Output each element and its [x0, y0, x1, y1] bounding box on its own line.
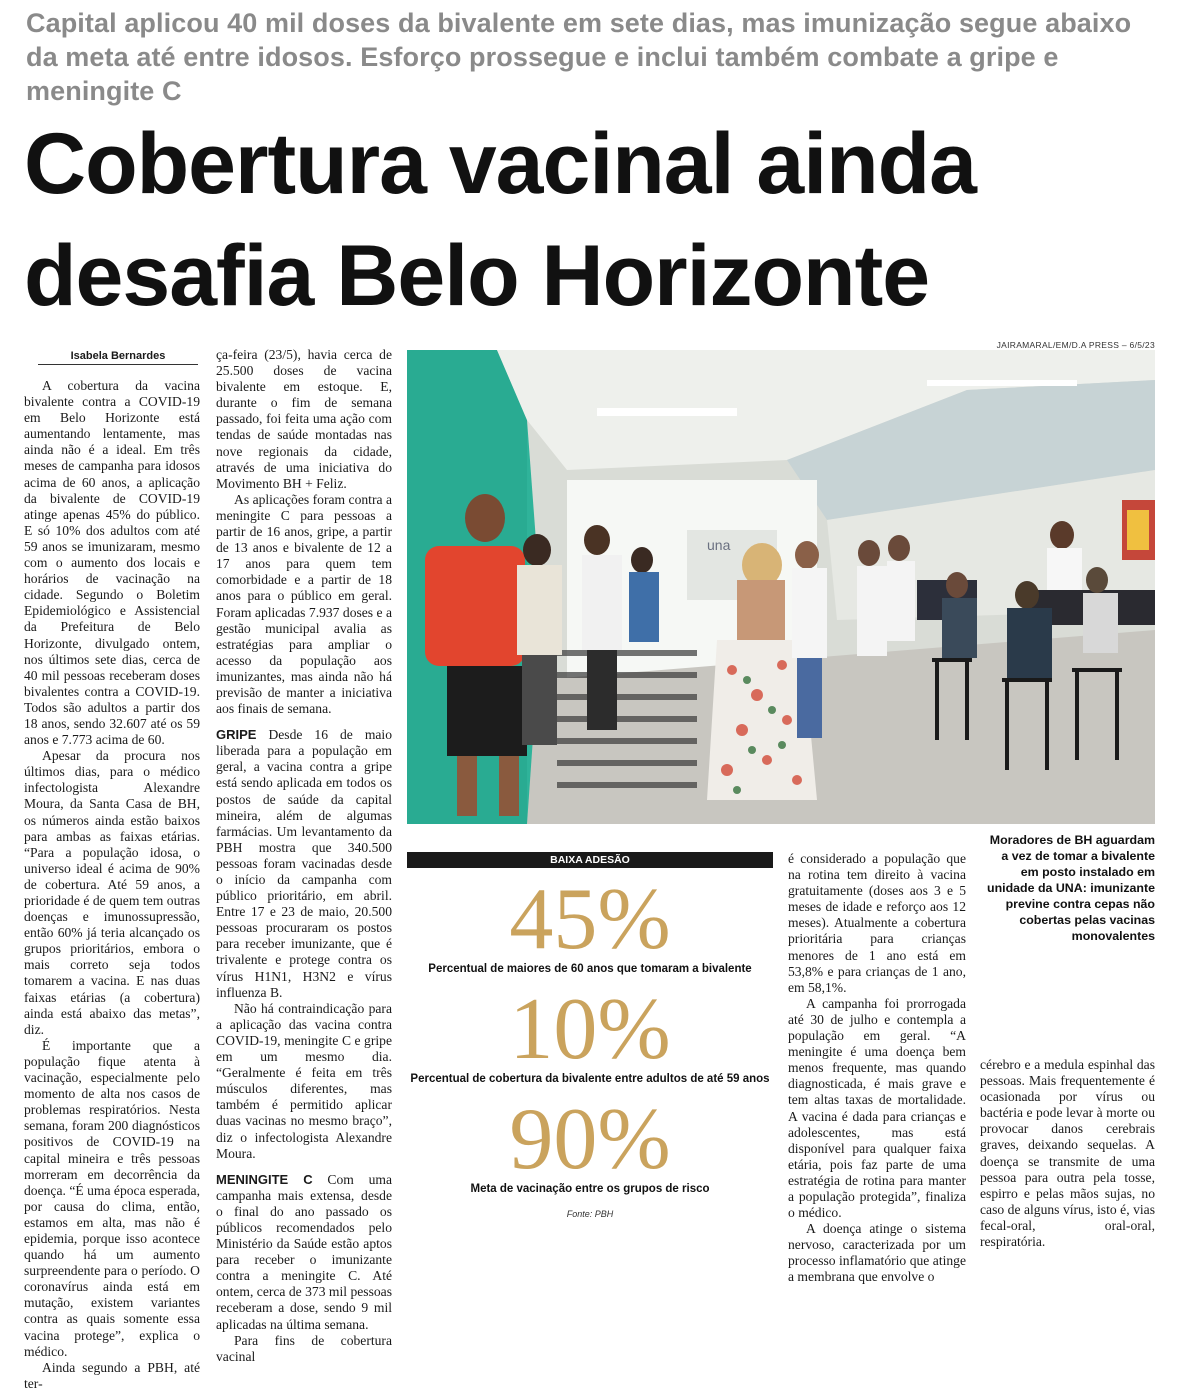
headline-line-2: desafia Belo Horizonte: [24, 228, 930, 324]
paragraph: Apesar da procura nos últimos dias, para o médico infectologista Alexandre Moura, da Santa Casa de BH, os números ainda estão baixos para ambas as faixas etárias. “Para a população idosa, o universo ideal é acima de 90% de cobertura. Até 59 anos, a prioridade é de quem tem outras doenças e imunossupressão, então 60% já teria alcançado os grupos prioritários, embora o mais correto seja todos tomarem a vacina. E nas duas faixas etárias (a cobertura) ainda está abaixo das metas”, diz.: [24, 748, 200, 1037]
paragraph: A doença atinge o sistema nervoso, caracterizada por um processo inflamatório que atinge a membrana que envolve o: [788, 1221, 966, 1285]
vaccination-scene-image: [407, 350, 1155, 824]
photo-caption: Moradores de BH aguardam a vez de tomar a bivalente em posto instalado em unidade da UNA: imunizante previne contra cepas não cobertas pelas vacinas monovalentes: [987, 833, 1155, 943]
photo-credit: JAIRAMARAL/EM/D.A PRESS – 6/5/23: [996, 340, 1155, 350]
paragraph: é considerado a população que na rotina tem direito à vacina gratuitamente (doses aos 3 e 5 meses de idade e reforço aos 12 meses). Atualmente a cobertura prioritária para crianças menores de 1 ano está em 53,8% e para crianças de 1 ano, em 58,1%.: [788, 851, 966, 995]
subheadline: Capital aplicou 40 mil doses da bivalente em sete dias, mas imunização segue abaixo da meta até entre idosos. Esforço prossegue e inclui também combate a gripe e meningite C: [26, 8, 1132, 106]
headline-line-1: Cobertura vacinal ainda: [24, 116, 976, 212]
stat-block-2: [407, 981, 773, 1086]
stat-label: Meta de vacinação entre os grupos de risco: [470, 1183, 710, 1195]
article-column-2: [216, 347, 392, 1365]
news-photo: [407, 350, 1155, 824]
section-lead-gripe: GRIPE: [216, 727, 257, 743]
una-sign: una: [707, 537, 731, 553]
headline: [24, 108, 1154, 332]
paragraph-text: Com uma campanha mais extensa, desde o final do ano passado os públicos recomendados pelo Ministério da Saúde estão aptos para receber o imunizante contra a meningite C. Até ontem, cerca de 373 mil pessoas receberam a dose, sendo 9 mil aplicadas na última semana.: [216, 1171, 392, 1332]
paragraph: As aplicações foram contra a meningite C para pessoas a partir de 16 anos, gripe, a partir de 13 anos e bivalente de 12 a 17 anos para quem tem comorbidade e a partir de 18 anos para o público em geral. Foram aplicadas 7.937 doses e a gestão municipal avalia as estratégias para ampliar o acesso da população aos imunizantes, mas ainda não há previsão de manter a iniciativa aos finais de semana.: [216, 491, 392, 717]
paragraph: Ainda segundo a PBH, até ter-: [24, 1359, 200, 1391]
infobox-title: BAIXA ADESÃO: [407, 852, 773, 868]
paragraph: A cobertura da vacina bivalente contra a COVID-19 em Belo Horizonte está aumentando lentamente, mas ainda não é a ideal. Em três meses de campanha para idosos acima de 60 anos, a aplicação da bivalente de COVID-19 atinge apenas 45% do público. E só 10% dos adultos com até 59 anos se imunizaram, mesmo com o aumento dos locais e horários de vacinação na cidade. Segundo o Boletim Epidemiológico e Assistencial da Prefeitura de Belo Horizonte, divulgado ontem, nos últimos sete dias, cerca de 40 mil pessoas receberam doses bivalentes contra a COVID-19. Todos são adultos a partir dos 18 anos, sendo 32.607 até os 59 anos e 7.773 acima de 60.: [24, 378, 200, 748]
stat-label: Percentual de maiores de 60 anos que tomaram a bivalente: [428, 963, 752, 975]
stat-label: Percentual de cobertura da bivalente entre adultos de até 59 anos: [410, 1073, 770, 1085]
stat-value: 10%: [509, 981, 671, 1078]
article-column-1: [24, 378, 200, 1392]
stat-block-3: [407, 1091, 773, 1196]
stat-value: 90%: [509, 1091, 671, 1188]
article-column-5: [980, 1057, 1155, 1250]
byline: Isabela Bernardes: [38, 350, 198, 365]
paragraph: cérebro e a medula espinhal das pessoas. Mais frequentemente é ocasionada por vírus ou bactéria e pode levar à morte ou provocar danos cerebrais graves, deixando sequelas. A doença se transmite de uma pessoa para outra pela tosse, espirro e pelas mãos sujas, no caso de alguns vírus, isto é, vias fecal-oral, oral-oral, respiratória.: [980, 1057, 1155, 1250]
paragraph: A campanha foi prorrogada até 30 de julho e contempla a população em geral. “A meningite é uma doença bem menos frequente, mas quando diagnosticada, é mais grave e tem altas taxas de mortalidade. A vacina é dada para crianças e adolescentes, mas está disponível para qualquer faixa etária, pois faz parte de uma estratégia de rotina para manter a população protegida”, finaliza o médico.: [788, 995, 966, 1221]
section-lead-meningite: MENINGITE C: [216, 1171, 313, 1187]
paragraph: Para fins de cobertura vacinal: [216, 1332, 392, 1364]
stat-value: 45%: [509, 871, 671, 968]
paragraph: ça-feira (23/5), havia cerca de 25.500 doses de vacina bivalente em estoque. E, durante o fim de semana passado, foi feita uma ação com tendas de saúde montadas nas nove regionais da cidade, através de uma iniciativa do Movimento BH + Feliz.: [216, 347, 392, 491]
stat-block-1: [407, 871, 773, 976]
paragraph-meningite: [216, 1172, 392, 1333]
article-column-4: [788, 851, 966, 1286]
paragraph: Não há contraindicação para a aplicação das vacina contra COVID-19, meningite C e gripe em um mesmo dia. “Geralmente é feita em três músculos diferentes, mas também é permitido aplicar duas vacinas no mesmo braço”, diz o infectologista Alexandre Moura.: [216, 1000, 392, 1161]
paragraph-gripe: [216, 727, 392, 1001]
paragraph: É importante que a população fique atenta à vacinação, especialmente pelo momento de alta nos casos de problemas respiratórios. Nesta semana, foram 200 diagnósticos positivos de COVID-19 na capital mineira e três pessoas morreram em decorrência da doença. “É uma época esperada, por causa do clima, então, estamos em alta, mas não é epidemia, porque isso acontece quando há um aumento surpreendente para o período. O coronavírus ainda está em mutação, existem variantes contra as quais somente essa vacina protege”, explica o médico.: [24, 1037, 200, 1359]
paragraph-text: Desde 16 de maio liberada para a população em geral, a vacina contra a gripe está sendo aplicada em todos os postos de saúde da capital mineira, além de algumas farmácias. Um levantamento da PBH mostra que 340.500 pessoas foram vacinadas desde o início da campanha com público prioritário, em abril. Entre 17 e 23 de maio, 20.500 pessoas procuraram os postos para receber imunizante, que é trivalente e protege contra os vírus H1N1, H3N2 e vírus influenza B.: [216, 727, 392, 1000]
infobox-source: Fonte: PBH: [566, 1209, 614, 1219]
